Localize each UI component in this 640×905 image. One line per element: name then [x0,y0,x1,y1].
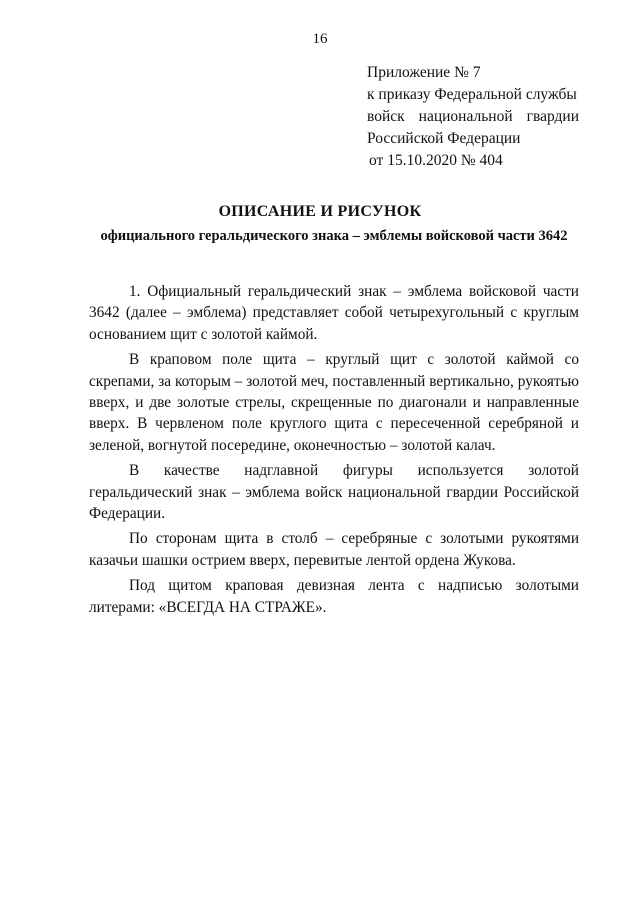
paragraph: В качестве надглавной фигуры используется золотой геральдический знак – эмблема войск национальной гвардии Российской Федерации. [89,462,579,523]
paragraph: В краповом поле щита – круглый щит с золотой каймой со скрепами, за которым – золотой меч, поставленный вертикально, рукоятью вверх, и две золотые стрелы, скрещенные по диагонали и направленные вверх. В червленом поле круглого щита с пересеченной серебряной и зеленой, вогнутой посередине, оконечностью – золотой калач. [89,351,579,454]
appendix-block [367,62,579,172]
paragraph: Под щитом краповая девизная лента с надписью золотыми литерами: «ВСЕГДА НА СТРАЖЕ». [89,577,579,616]
document-title: ОПИСАНИЕ И РИСУНОК [218,203,422,220]
appendix-agency: войск национальной гвардии [367,108,579,125]
document-subtitle: официального геральдического знака – эмблемы войсковой части 3642 [100,228,568,244]
appendix-date: от 15.10.2020 № 404 [369,152,503,169]
appendix-order-ref: к приказу Федеральной службы [367,86,577,103]
paragraph: 1. Официальный геральдический знак – эмблема войсковой части 3642 (далее – эмблема) представляет собой четырехугольный с круглым основанием щит с золотой каймой. [89,283,579,343]
document-body [89,281,579,622]
page-number: 16 [312,31,328,47]
paragraph: По сторонам щита в столб – серебряные с золотыми рукоятями казачьи шашки острием вверх, перевитые лентой ордена Жукова. [89,530,579,569]
appendix-country: Российской Федерации [367,130,521,147]
appendix-number: Приложение № 7 [367,64,481,81]
